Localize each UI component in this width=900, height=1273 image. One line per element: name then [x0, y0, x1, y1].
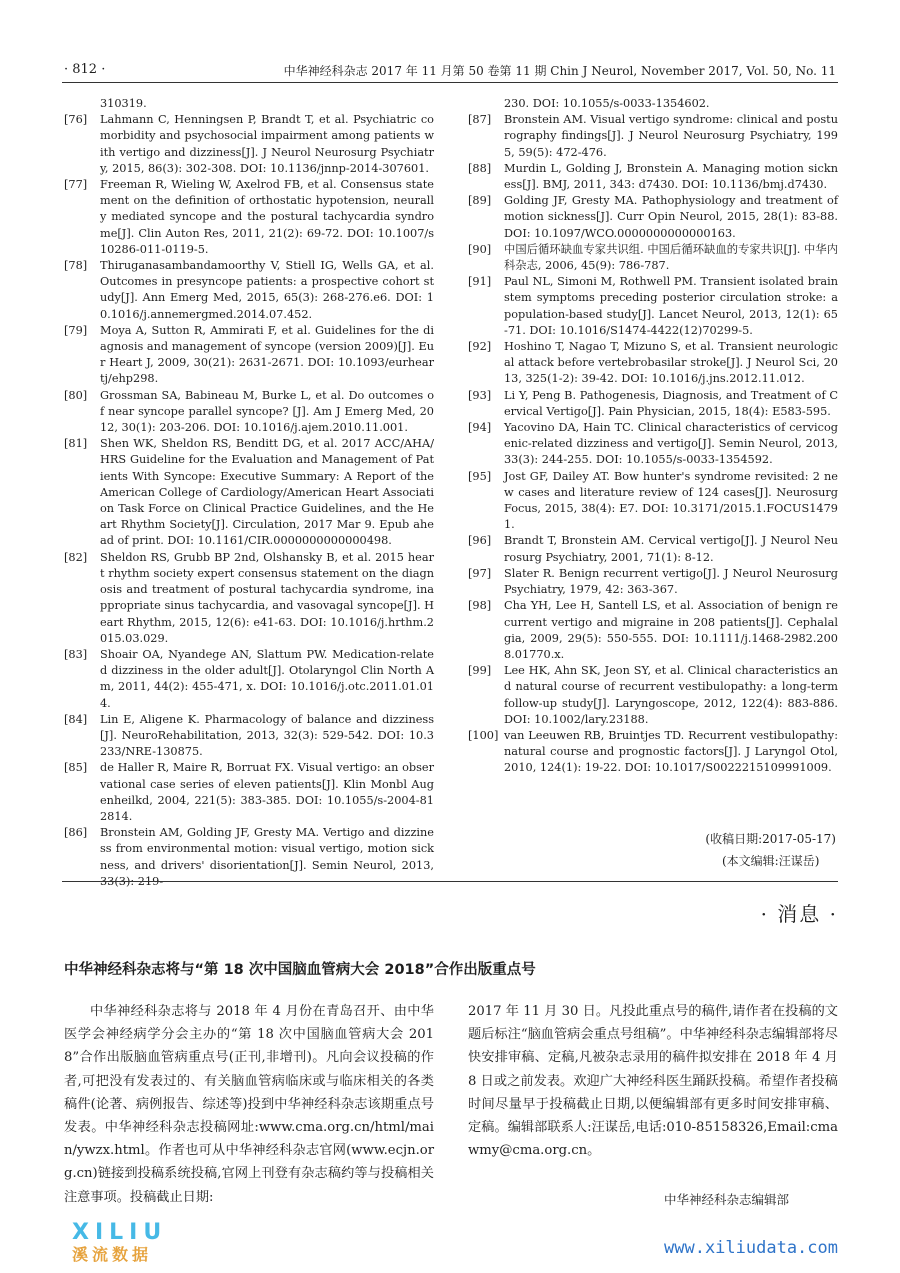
watermark-website: www.xiliudata.com [664, 1238, 838, 1258]
reference-item [468, 598, 838, 663]
reference-number: [87] [468, 113, 492, 127]
reference-number: [91] [468, 275, 492, 289]
reference-item [468, 388, 838, 420]
reference-text: Thiruganasambandamoorthy V, Stiell IG, Wells GA, et al. Outcomes in presyncope patients: a prospective cohort study[J]. Ann Emerg Med, 2015, 65(3): 268-276.e6. DOI: 10.1016/j.annemergmed.2014.07.452. [100, 259, 434, 321]
reference-text: Shen WK, Sheldon RS, Benditt DG, et al. 2017 ACC/AHA/HRS Guideline for the Evaluation and Management of Patients With Syncope: Executive Summary: A Report of the American College of Cardiology/American Heart Association Task Force on Clinical Practice Guidelines, and the Heart Rhythm Society[J]. Circulation, 2017 Mar 9. Epub ahead of print. DOI: 10.1161/CIR.0000000000000498. [100, 437, 434, 548]
reference-item [468, 728, 838, 777]
reference-number: [79] [64, 323, 88, 337]
reference-text: Yacovino DA, Hain TC. Clinical characteristics of cervicogenic-related dizziness and vertigo[J]. Semin Neurol, 2013, 33(3): 244-255. DOI: 10.1055/s-0033-1354592. [504, 421, 838, 467]
news-body-left: 中华神经科杂志将与 2018 年 4 月份在青岛召开、由中华医学会神经病学分会主办的“第 18 次中国脑血管病大会 2018”合作出版脑血管病重点号(正刊,非增刊)。凡向会议投稿的作者,可把没有发表过的、有关脑血管病临床或与临床相关的各类稿件(论著、病例报告、综述等)投到中华神经科杂志该期重点号发表。中华神经科杂志投稿网址:www.cma.org.cn/html/main/ywzx.html。作者也可从中华神经科杂志官网(www.ecjn.org.cn)链接到投稿系统投稿,官网上刊登有杂志稿约等与投稿相关注意事项。投稿截止日期: [64, 1004, 434, 1205]
logo-bottom-text: 溪流数据 [72, 1245, 153, 1264]
reference-text: Hoshino T, Nagao T, Mizuno S, et al. Transient neurological attack before vertebrobasilar stroke[J]. J Neurol Sci, 2013, 325(1-2): 39-42. DOI: 10.1016/j.jns.2012.11.012. [504, 340, 838, 386]
reference-item [468, 274, 838, 339]
reference-item [468, 420, 838, 469]
reference-text: Freeman R, Wieling W, Axelrod FB, et al. Consensus statement on the definition of orthostatic hypotension, neurally mediated syncope and the postural tachycardia syndrome[J]. Clin Auton Res, 2011, 21(2): 69-72. DOI: 10.1007/s10286-011-0119-5. [100, 178, 434, 256]
reference-text: Jost GF, Dailey AT. Bow hunter's syndrome revisited: 2 new cases and literature review of 124 cases[J]. Neurosurg Focus, 2015, 38(4): E7. DOI: 10.3171/2015.1.FOCUS14791. [504, 469, 838, 532]
news-tag: · 消息 · [760, 902, 838, 926]
reference-text: Lahmann C, Henningsen P, Brandt T, et al. Psychiatric comorbidity and psychosocial impairment among patients with vertigo and dizziness[J]. J Neurol Neurosurg Psychiatry, 2015, 86(3): 302-308. DOI: 10.1136/jnnp-2014-307601. [100, 113, 434, 175]
reference-item [64, 712, 434, 761]
reference-number: [89] [468, 194, 492, 208]
reference-number: [88] [468, 161, 492, 175]
reference-item [64, 177, 434, 258]
reference-item [468, 663, 838, 728]
reference-item [468, 96, 838, 112]
reference-number: [90] [468, 242, 492, 256]
reference-item [64, 323, 434, 388]
reference-item [64, 647, 434, 712]
reference-number: [77] [64, 178, 88, 192]
reference-item [64, 436, 434, 549]
reference-number: [96] [468, 534, 492, 548]
reference-item [64, 550, 434, 647]
reference-text: Sheldon RS, Grubb BP 2nd, Olshansky B, et al. 2015 heart rhythm society expert consensus statement on the diagnosis and treatment of postural tachycardia syndrome, inappropriate sinus tachycardia, and vasovagal syncope[J]. Heart Rhythm, 2015, 12(6): e41-63. DOI: 10.1016/j.hrthm.2015.03.029. [100, 550, 435, 645]
reference-number: [81] [64, 437, 88, 451]
reference-number: [80] [64, 388, 88, 402]
editor-note: (本文编辑:汪谋岳) [721, 854, 820, 868]
reference-number: [94] [468, 421, 492, 435]
reference-text: Moya A, Sutton R, Ammirati F, et al. Guidelines for the diagnosis and management of syncope (version 2009)[J]. Eur Heart J, 2009, 30(21): 2631-2671. DOI: 10.1093/eurheartj/ehp298. [100, 323, 434, 386]
reference-number: [83] [64, 647, 88, 661]
reference-number: [93] [468, 388, 492, 402]
reference-item [468, 161, 838, 193]
reference-item [468, 112, 838, 161]
reference-text: van Leeuwen RB, Bruintjes TD. Recurrent vestibulopathy: natural course and prognostic factors[J]. J Laryngol Otol, 2010, 124(1): 19-22. DOI: 10.1017/S0022215109991009. [504, 728, 838, 775]
received-date: (收稿日期:2017-05-17) [705, 832, 836, 846]
page-number: · 812 · [64, 62, 106, 77]
reference-text: 中国后循环缺血专家共识组. 中国后循环缺血的专家共识[J]. 中华内科杂志, 2006, 45(9): 786-787. [504, 242, 838, 273]
reference-text: de Haller R, Maire R, Borruat FX. Visual vertigo: an observational case series of eleven patients[J]. Klin Monbl Augenheilkd, 2004, 221(5): 383-385. DOI: 10.1055/s-2004-812814. [100, 761, 434, 823]
reference-text: 230. DOI: 10.1055/s-0033-1354602. [504, 97, 710, 110]
header-rule [62, 82, 838, 83]
reference-item [468, 533, 838, 565]
reference-text: Li Y, Peng B. Pathogenesis, Diagnosis, and Treatment of Cervical Vertigo[J]. Pain Physician, 2015, 18(4): E583-595. [504, 388, 838, 418]
received-block [705, 828, 836, 872]
reference-item [64, 258, 434, 323]
reference-text: Brandt T, Bronstein AM. Cervical vertigo[J]. J Neurol Neurosurg Psychiatry, 2001, 71(1): 8-12. [504, 534, 838, 564]
running-head: 中华神经科杂志 2017 年 11 月第 50 卷第 11 期 Chin J Neurol, November 2017, Vol. 50, No. 11 [283, 64, 836, 78]
reference-number: [84] [64, 712, 88, 726]
reference-number: [97] [468, 566, 492, 580]
reference-item [468, 469, 838, 534]
references-right-column [468, 96, 838, 777]
reference-text: 310319. [100, 97, 147, 110]
reference-item [468, 242, 838, 274]
reference-item [64, 760, 434, 825]
reference-number: [85] [64, 761, 88, 775]
news-title: 中华神经科杂志将与“第 18 次中国脑血管病大会 2018”合作出版重点号 [64, 962, 536, 978]
logo-top-text: XILIU [72, 1220, 168, 1245]
reference-text: Bronstein AM, Golding JF, Gresty MA. Vertigo and dizziness from environmental motion: visual vertigo, motion sickness, and drivers' disorientation[J]. Semin Neurol, 2013, 33(3): 219- [100, 826, 434, 888]
reference-number: [92] [468, 340, 492, 354]
reference-text: Paul NL, Simoni M, Rothwell PM. Transient isolated brainstem symptoms preceding posterior circulation stroke: a population-based study[J]. Lancet Neurol, 2013, 12(1): 65-71. DOI: 10.1016/S1474-4422(12)70299-5. [504, 275, 838, 337]
reference-text: Golding JF, Gresty MA. Pathophysiology and treatment of motion sickness[J]. Curr Opin Neurol, 2015, 28(1): 83-88. DOI: 10.1097/WCO.0000000000000163. [504, 194, 838, 240]
reference-text: Shoair OA, Nyandege AN, Slattum PW. Medication-related dizziness in the older adult[J]. Otolaryngol Clin North Am, 2011, 44(2): 455-471, x. DOI: 10.1016/j.otc.2011.01.014. [100, 647, 434, 710]
reference-text: Grossman SA, Babineau M, Burke L, et al. Do outcomes of near syncope parallel syncope? [J]. Am J Emerg Med, 2012, 30(1): 203-206. DOI: 10.1016/j.ajem.2010.11.001. [100, 388, 434, 435]
reference-text: Lee HK, Ahn SK, Jeon SY, et al. Clinical characteristics and natural course of recurrent vestibulopathy: a long-term follow-up study[J]. Laryngoscope, 2012, 122(4): 883-886. DOI: 10.1002/lary.23188. [504, 664, 838, 726]
reference-number: [86] [64, 826, 88, 840]
reference-item [64, 388, 434, 437]
reference-number: [78] [64, 259, 88, 273]
reference-text: Cha YH, Lee H, Santell LS, et al. Association of benign recurrent vertigo and migraine in 208 patients[J]. Cephalalgia, 2009, 29(5): 550-555. DOI: 10.1111/j.1468-2982.2008.01770.x. [504, 599, 838, 661]
reference-item [468, 566, 838, 598]
references-left-column [64, 96, 434, 890]
reference-number: [95] [468, 469, 492, 483]
reference-item [64, 112, 434, 177]
reference-number: [99] [468, 664, 492, 678]
reference-text: Murdin L, Golding J, Bronstein A. Managing motion sickness[J]. BMJ, 2011, 343: d7430. DOI: 10.1136/bmj.d7430. [504, 161, 838, 192]
reference-item [468, 339, 838, 388]
reference-number: [98] [468, 599, 492, 613]
news-signoff: 中华神经科杂志编辑部 [664, 1192, 790, 1207]
reference-number: [82] [64, 550, 88, 564]
news-divider [62, 881, 838, 882]
reference-text: Bronstein AM. Visual vertigo syndrome: clinical and posturography findings[J]. J Neurol Neurosurg Psychiatry, 1995, 59(5): 472-476. [504, 113, 838, 159]
reference-item [468, 193, 838, 242]
reference-text: Slater R. Benign recurrent vertigo[J]. J Neurol Neurosurg Psychiatry, 1979, 42: 363-367. [504, 566, 838, 597]
reference-text: Lin E, Aligene K. Pharmacology of balance and dizziness[J]. NeuroRehabilitation, 2013, 32(3): 529-542. DOI: 10.3233/NRE-130875. [100, 712, 434, 759]
reference-item [64, 96, 434, 112]
reference-number: [100] [468, 728, 499, 742]
watermark-logo [72, 1222, 167, 1266]
news-body-right: 2017 年 11 月 30 日。凡投此重点号的稿件,请作者在投稿的文题后标注“脑血管病会重点号组稿”。中华神经科杂志编辑部将尽快安排审稿、定稿,凡被杂志录用的稿件拟安排在 2018 年 4 月 8 日或之前发表。欢迎广大神经科医生踊跃投稿。希望作者投稿时间尽量早于投稿截止日期,以便编辑部有更多时间安排审稿、定稿。编辑部联系人:汪谋岳,电话:010-85158326,Email:cmawmy@cma.org.cn。 [468, 1004, 838, 1159]
reference-number: [76] [64, 113, 88, 127]
